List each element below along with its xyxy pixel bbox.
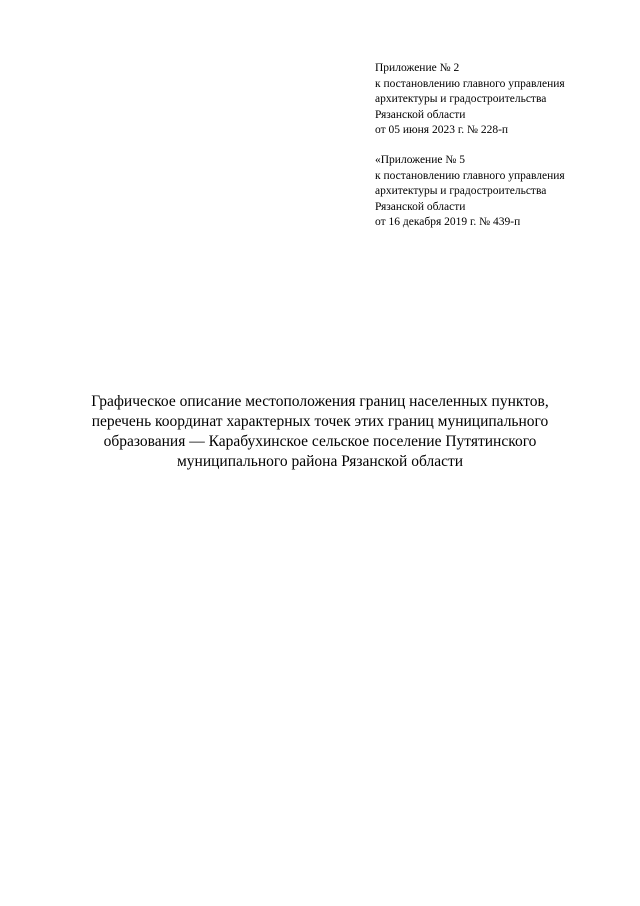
appendix-authority: архитектуры и градостроительства <box>375 185 547 198</box>
appendix-number: Приложение № 2 <box>375 62 460 74</box>
appendix-date-number: от 05 июня 2023 г. № 228-п <box>375 124 509 137</box>
appendix-number: «Приложение № 5 <box>375 154 465 166</box>
appendix-region: Рязанской области <box>375 108 466 121</box>
appendix-header-previous <box>375 153 625 231</box>
title-line: муниципального района Рязанской области <box>176 453 464 470</box>
title-line: Графическое описание местоположения границ населенных пунктов, <box>91 393 549 410</box>
appendix-date-number: от 16 декабря 2019 г. № 439-п <box>375 216 521 229</box>
appendix-region: Рязанской области <box>375 200 466 213</box>
title-line: образования — Карабухинское сельское поселение Путятинского <box>103 433 537 450</box>
document-title <box>40 392 600 472</box>
appendix-resolution-ref: к постановлению главного управления <box>375 77 565 90</box>
appendix-resolution-ref: к постановлению главного управления <box>375 169 565 182</box>
appendix-authority: архитектуры и градостроительства <box>375 93 547 106</box>
title-line: перечень координат характерных точек этих границ муниципального <box>91 413 549 430</box>
appendix-header-current <box>375 61 625 139</box>
